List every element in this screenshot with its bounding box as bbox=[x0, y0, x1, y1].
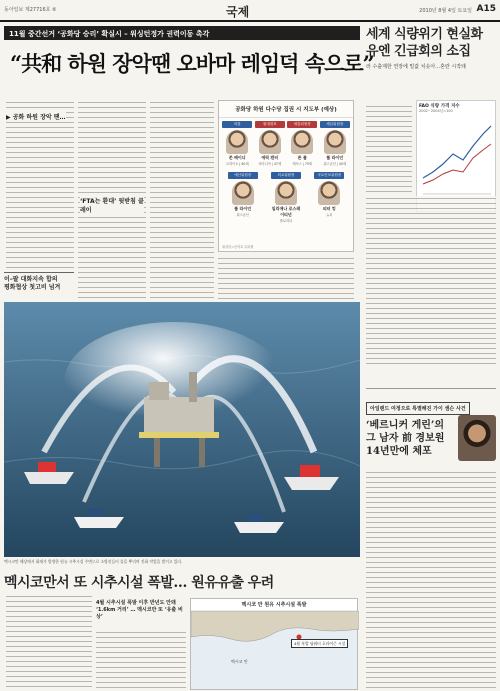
leader-info: 플로리다 bbox=[279, 219, 293, 223]
leader-name: 에릭 캔터 bbox=[261, 155, 279, 160]
leader-info: 뉴욕 bbox=[326, 213, 333, 217]
map-title: 멕시코 만 원유 시추시설 폭발 bbox=[191, 599, 357, 610]
subhead-2: ‘FTA는 환대’ 뒷받침 클레이 bbox=[80, 198, 144, 214]
leaders-row-1 bbox=[219, 118, 353, 166]
leader-card bbox=[314, 172, 344, 223]
fao-chart-title: FAO 식량 가격 지수 bbox=[419, 104, 460, 109]
leader-info: 위스콘신 bbox=[236, 213, 249, 217]
leaders-row-2 bbox=[219, 166, 353, 223]
body-column-3 bbox=[150, 100, 214, 300]
map-svg bbox=[191, 611, 359, 689]
leader-card bbox=[271, 172, 301, 223]
fao-chart-svg bbox=[419, 114, 493, 198]
portrait bbox=[291, 130, 313, 154]
fao-chart-unit: 2002~2004년=100 bbox=[419, 109, 453, 113]
gulf-map bbox=[190, 598, 358, 690]
side-column bbox=[366, 26, 496, 70]
section-title: 국제 bbox=[226, 5, 250, 19]
suspect-portrait bbox=[458, 415, 496, 461]
subhead-1: ▶ 공화 하원 장악 땐… bbox=[6, 114, 66, 121]
main-story bbox=[4, 26, 374, 84]
paper-name: 동아일보 제27716호 ⑥ bbox=[4, 7, 57, 13]
masthead bbox=[0, 0, 500, 22]
leader-card bbox=[222, 121, 252, 166]
leader-info: 텍사스 | 75세 bbox=[292, 162, 312, 166]
role-label: 국토안보위원장 bbox=[314, 172, 344, 179]
page-number: A15 bbox=[476, 4, 496, 14]
leader-info: 오하이오 | 60세 bbox=[225, 162, 249, 166]
leader-name: 폴 라이언 bbox=[326, 155, 344, 160]
side-column-text-2 bbox=[366, 196, 496, 366]
side-card-text bbox=[366, 470, 496, 688]
story-headline: “共和 하원 장악땐 오바마 레임덕 속으로” bbox=[10, 51, 374, 76]
role-label: 의장 bbox=[222, 121, 252, 128]
side-headline: 세계 식량위기 현실화 유엔 긴급회의 소집 bbox=[366, 27, 483, 59]
bottom-column-1 bbox=[6, 594, 92, 688]
side-subhead: 러 수출제한 연장에 밀값 치솟아…혼란 시작돼 bbox=[366, 64, 466, 70]
leader-info: 버지니아 | 47세 bbox=[258, 162, 282, 166]
leader-card bbox=[287, 121, 317, 166]
portrait bbox=[324, 130, 346, 154]
leaders-box bbox=[218, 100, 354, 252]
spill-label: 4월 폭발 딥워터 호라이즌 시설 bbox=[291, 639, 348, 648]
oil-platform-photo bbox=[4, 302, 360, 557]
story-kicker: 11월 중간선거 ‘공화당 승리’ 확실시 – 워싱턴정가 권력이동 촉각 bbox=[4, 26, 360, 40]
role-label: 세입위원장 bbox=[320, 121, 350, 128]
photo-caption: 멕시코만 해상에서 화재가 발생한 원유 시추시설 주변으로 소방선들이 물을 뿌리며 진화 작업을 벌이고 있다. bbox=[4, 559, 183, 564]
bottom-column-2 bbox=[96, 630, 186, 688]
side-card-headline: ‘베르니커 게린’의 그 남자 前 경보원 14년만에 체포 bbox=[366, 420, 445, 457]
leader-name: 존 베이너 bbox=[228, 155, 246, 160]
bottom-subhead: 4월 시추시설 폭발 이후 반년도 안돼 ‘1.6km 거리’ … 멕시코만 또 ‘유출 비상’ bbox=[96, 600, 183, 620]
role-label: 원내대표 bbox=[255, 121, 285, 128]
portrait bbox=[226, 130, 248, 154]
photo-illustration bbox=[4, 302, 360, 557]
leader-card bbox=[228, 172, 258, 223]
leader-card bbox=[320, 121, 350, 166]
gulf-label: 멕시코 만 bbox=[231, 659, 248, 664]
body-column-1 bbox=[6, 100, 74, 268]
portrait bbox=[275, 181, 297, 205]
issue-date: 2010년 8월 4일 토요일 bbox=[419, 8, 472, 14]
portrait bbox=[318, 181, 340, 205]
role-label: 예산위원장 bbox=[228, 172, 258, 179]
side-column-text-1 bbox=[366, 104, 412, 192]
bottom-headline: 멕시코만서 또 시추시설 폭발… 원유유출 우려 bbox=[4, 575, 274, 591]
role-label: 세출위원장 bbox=[287, 121, 317, 128]
portrait bbox=[259, 130, 281, 154]
leader-card bbox=[255, 121, 285, 166]
body-column-4 bbox=[218, 256, 354, 300]
leader-name: 폴 라이언 bbox=[234, 206, 252, 211]
side-divider bbox=[366, 388, 496, 389]
side-card-tag: 아일랜드 여정으로 특별해진 가이 샘슨 사건 bbox=[366, 402, 470, 415]
portrait bbox=[232, 181, 254, 205]
side-card bbox=[366, 395, 496, 458]
leader-name: 피터 킹 bbox=[322, 206, 336, 211]
leaders-box-title: 공화당 하원 다수당 집권 시 지도부 (예상) bbox=[219, 101, 353, 118]
box-credit: 워싱턴=신석호 특파원 bbox=[222, 245, 254, 249]
role-label: 외교위원장 bbox=[271, 172, 301, 179]
leader-name: 론 폴 bbox=[297, 155, 307, 160]
side-quote: 이–팔 대화지속 합의 평화협상 첫고비 넘겨 bbox=[4, 272, 74, 300]
leader-name: 일리애나 로스레이티넌 bbox=[271, 206, 301, 217]
leader-info: 위스콘신 | 40세 bbox=[323, 162, 347, 166]
